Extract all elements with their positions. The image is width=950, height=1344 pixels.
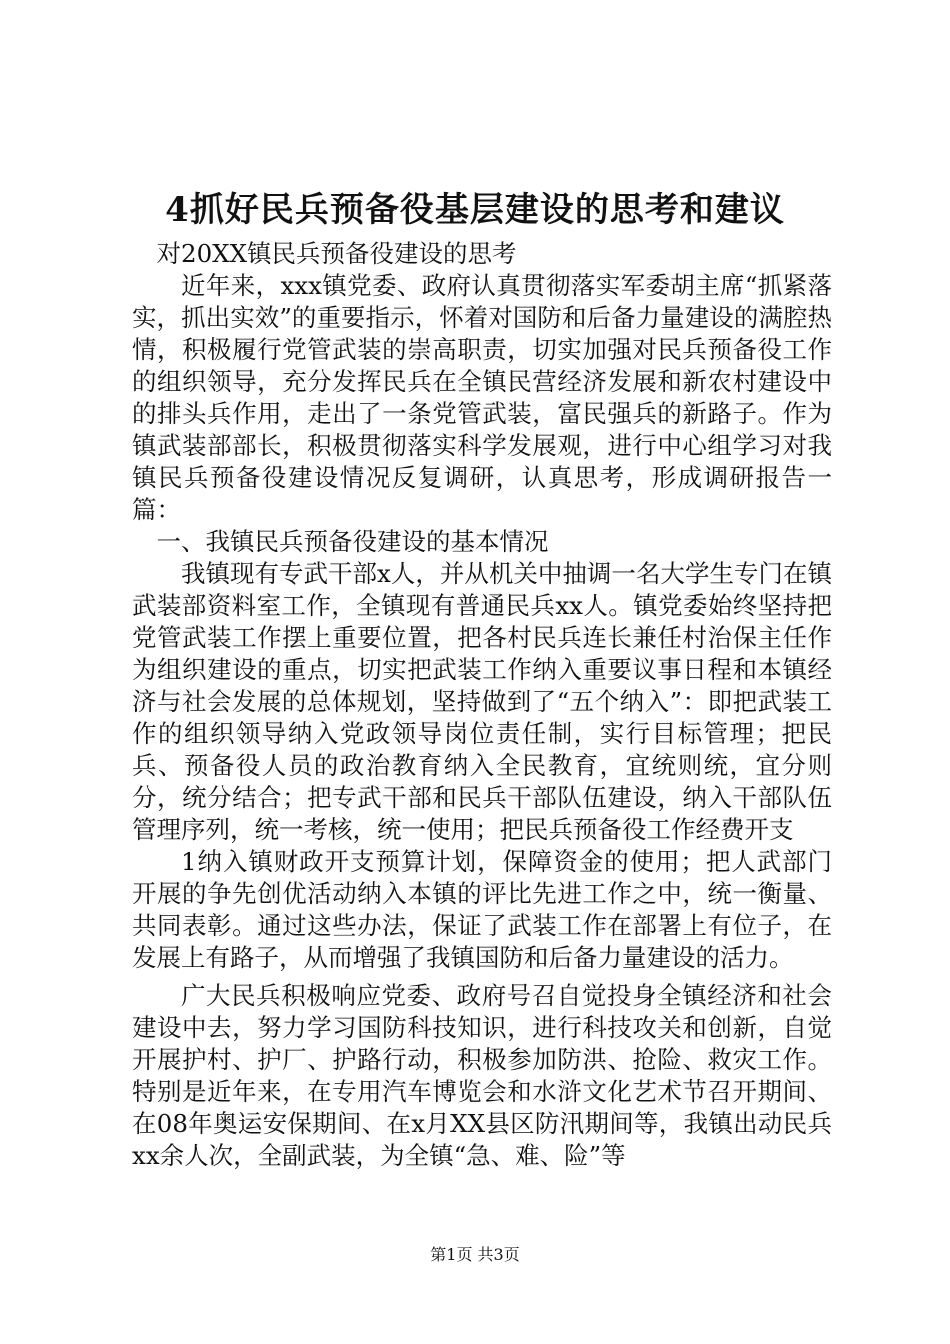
paragraph: 广大民兵积极响应党委、政府号召自觉投身全镇经济和社会建设中去，努力学习国防科技知识，进行科技攻关和创新，自觉开展护村、护厂、护路行动，积极参加防洪、抢险、救灾工作。特别是近年来，在专用汽车博览会和水浒文化艺术节召开期间、在08年奥运安保期间、在x月XX县区防汛期间等，我镇出动民兵xx余人次，全副武装，为全镇“急、难、险”等 bbox=[132, 981, 832, 1170]
page-number-footer: 第1页 共3页 bbox=[430, 1245, 520, 1264]
paragraph: 近年来，xxx镇党委、政府认真贯彻落实军委胡主席“抓紧落实，抓出实效”的重要指示，怀着对国防和后备力量建设的满腔热情，积极履行党管武装的崇高职责，切实加强对民兵预备役工作的组织领导，充分发挥民兵在全镇民营经济发展和新农村建设中的排头兵作用，走出了一条党管武装，富民强兵的新路子。作为镇武装部部长，积极贯彻落实科学发展观，进行中心组学习对我镇民兵预备役建设情况反复调研，认真思考，形成调研报告一篇： bbox=[132, 271, 832, 524]
document-title: 4抓好民兵预备役基层建设的思考和建议 bbox=[165, 190, 785, 230]
section-heading: 一、我镇民兵预备役建设的基本情况 bbox=[156, 527, 549, 556]
document-body bbox=[132, 238, 832, 1172]
paragraph-subtitle: 对20XX镇民兵预备役建设的思考 bbox=[156, 239, 517, 268]
paragraph: 1纳入镇财政开支预算计划，保障资金的使用；把人武部门开展的争先创优活动纳入本镇的评比先进工作之中，统一衡量、共同表彰。通过这些办法，保证了武装工作在部署上有位子，在发展上有路子，从而增强了我镇国防和后备力量建设的活力。 bbox=[132, 847, 832, 972]
paragraph: 我镇现有专武干部x人，并从机关中抽调一名大学生专门在镇武装部资料室工作，全镇现有普通民兵xx人。镇党委始终坚持把党管武装工作摆上重要位置，把各村民兵连长兼任村治保主任作为组织建设的重点，切实把武装工作纳入重要议事日程和本镇经济与社会发展的总体规划，坚持做到了“五个纳入”：即把武装工作的组织领导纳入党政领导岗位责任制，实行目标管理；把民兵、预备役人员的政治教育纳入全民教育，宜统则统，宜分则分，统分结合；把专武干部和民兵干部队伍建设，纳入干部队伍管理序列，统一考核，统一使用；把民兵预备役工作经费开支 bbox=[132, 559, 832, 844]
